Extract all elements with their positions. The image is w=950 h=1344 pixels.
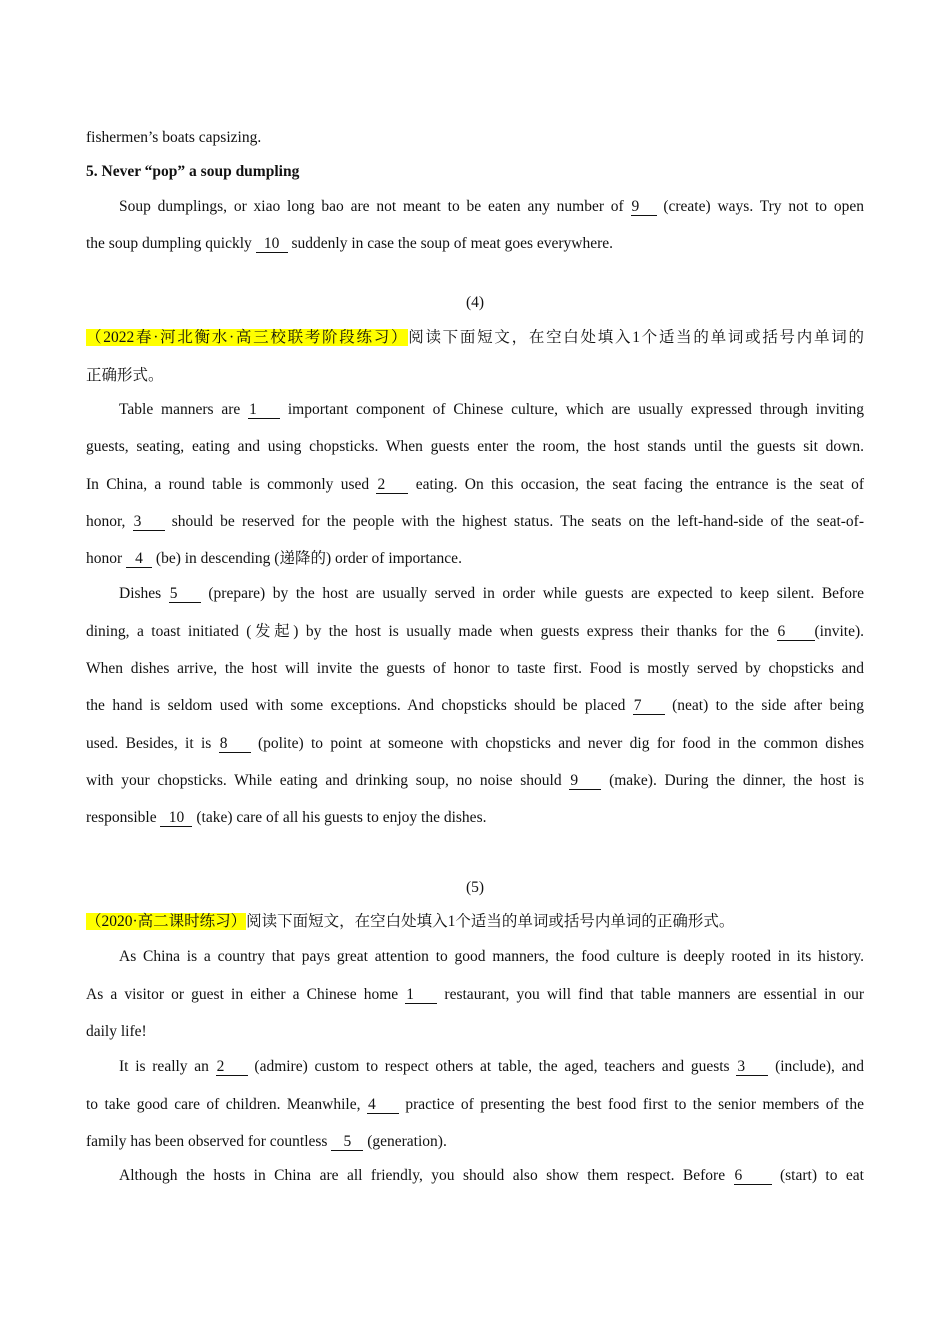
text-line: used. Besides, it is 8 (polite) to point at someone with chopsticks and never dig for food in the common dishes (86, 735, 864, 752)
text-line: Dishes 5 (prepare) by the host are usually served in order while guests are expected to keep silent. Before (119, 585, 864, 602)
text-line: guests, seating, eating and using chopsticks. When guests enter the room, the host stands until the guests sit down. (86, 438, 864, 455)
text-line: fishermen’s boats capsizing. (86, 129, 262, 146)
blank-5[interactable]: 5 (331, 1133, 363, 1151)
blank-4[interactable]: 4 (367, 1096, 399, 1114)
source-highlight: （2022春·河北衡水·高三校联考阶段练习） (86, 329, 409, 346)
blank-1[interactable]: 1 (248, 401, 280, 419)
text-line: family has been observed for countless 5 (generation). (86, 1133, 447, 1150)
source-highlight: （2020·高二课时练习） (86, 913, 247, 930)
section-number: (4) (465, 294, 485, 311)
blank-2[interactable]: 2 (216, 1058, 248, 1076)
blank-10[interactable]: 10 (256, 235, 288, 253)
blank-7[interactable]: 7 (633, 697, 665, 715)
section-heading: 5. Never “pop” a soup dumpling (86, 163, 300, 180)
text-line: In China, a round table is commonly used 2 eating. On this occasion, the seat facing the entrance is the seat of (86, 476, 865, 493)
text-line: Although the hosts in China are all friendly, you should also show them respect. Before 6 (start) to eat (119, 1167, 864, 1184)
text-line: honor, 3 should be reserved for the people with the highest status. The seats on the left-hand-side of the seat-of- (86, 513, 864, 530)
blank-6[interactable]: 6 (734, 1167, 772, 1185)
text-line: When dishes arrive, the host will invite the guests of honor to taste first. Food is mostly served by chopsticks and (86, 660, 864, 677)
text-line: with your chopsticks. While eating and drinking soup, no noise should 9 (make). During the dinner, the host is (86, 772, 864, 789)
text-line: to take good care of children. Meanwhile, 4 practice of presenting the best food first to the senior members of the (86, 1096, 864, 1113)
instruction-line: 正确形式。 (86, 367, 164, 384)
blank-3[interactable]: 3 (133, 513, 165, 531)
text-line: As China is a country that pays great attention to good manners, the food culture is deeply rooted in its history. (119, 948, 864, 965)
blank-2[interactable]: 2 (376, 476, 408, 494)
text-line: dining, a toast initiated (发起) by the host is usually made when guests express their thanks for the 6 (invite). (86, 623, 864, 640)
blank-3[interactable]: 3 (736, 1058, 768, 1076)
text-line: It is really an 2 (admire) custom to respect others at table, the aged, teachers and guests 3 (include), and (119, 1058, 864, 1075)
blank-9[interactable]: 9 (569, 772, 601, 790)
text-line: daily life! (86, 1023, 147, 1040)
blank-8[interactable]: 8 (219, 735, 251, 753)
blank-4[interactable]: 4 (126, 550, 152, 568)
blank-6[interactable]: 6 (777, 623, 815, 641)
text-line: Table manners are 1 important component of Chinese culture, which are usually expressed through inviting (119, 401, 864, 418)
text-line: honor 4 (be) in descending (递降的) order of importance. (86, 550, 462, 567)
instruction-line: （2020·高二课时练习）阅读下面短文，在空白处填入1个适当的单词或括号内单词的正确形式。 (86, 913, 735, 930)
text-line: responsible 10 (take) care of all his guests to enjoy the dishes. (86, 809, 487, 826)
blank-9[interactable]: 9 (631, 198, 657, 216)
blank-10[interactable]: 10 (160, 809, 192, 827)
text-line: As a visitor or guest in either a Chinese home 1 restaurant, you will find that table manners are essential in our (86, 986, 864, 1003)
section-number: (5) (465, 879, 485, 896)
text-line: the soup dumpling quickly 10 suddenly in case the soup of meat goes everywhere. (86, 235, 614, 252)
blank-5[interactable]: 5 (169, 585, 201, 603)
text-line: the hand is seldom used with some exceptions. And chopsticks should be placed 7 (neat) to the side after being (86, 697, 864, 714)
instruction-line: （2022春·河北衡水·高三校联考阶段练习）阅读下面短文，在空白处填入1个适当的单词或括号内单词的 (86, 329, 864, 346)
blank-1[interactable]: 1 (405, 986, 437, 1004)
text-line: Soup dumplings, or xiao long bao are not meant to be eaten any number of 9 (create) ways. Try not to open (119, 198, 864, 215)
